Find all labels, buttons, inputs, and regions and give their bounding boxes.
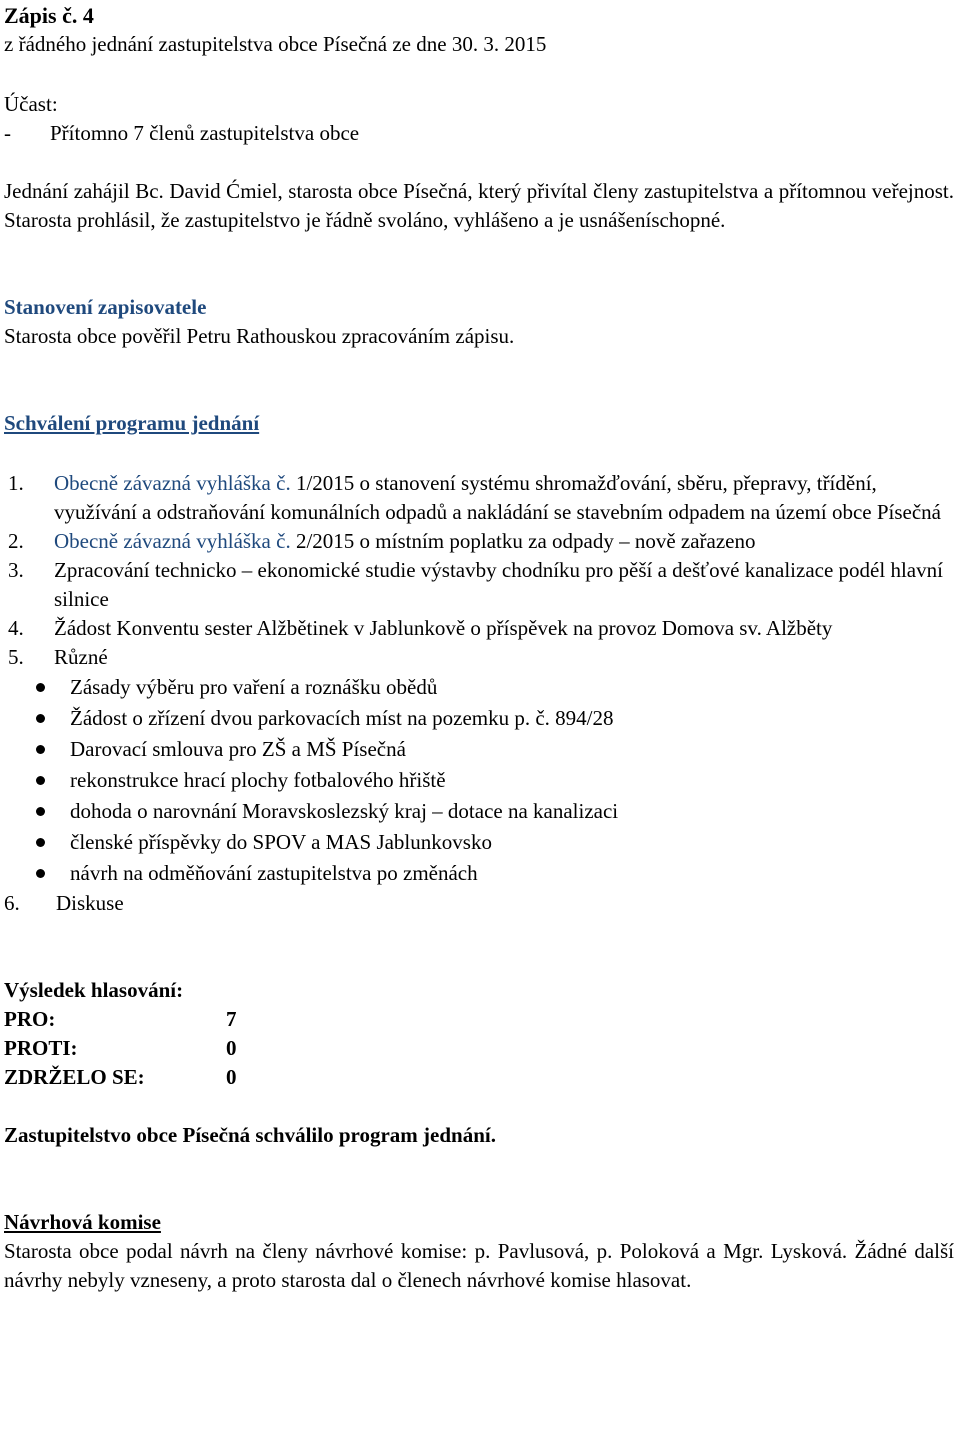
committee-text: Starosta obce podal návrh na členy návrhové komise: p. Pavlusová, p. Poloková a Mgr. Lysková. Žádné další návrhy nebyly vzneseny, a proto starosta dal o členech návrhové komise hlasovat. [4,1239,954,1292]
vote-value: 0 [226,1036,237,1060]
vote-label: PROTI: [4,1036,78,1060]
agenda-item [4,889,954,918]
agenda-item-lead: Obecně závazná vyhláška č. [54,471,291,495]
agenda-sub-item [4,827,954,858]
agenda-item-number: 2. [8,529,24,553]
document-title: Zápis č. 4 [4,3,94,28]
agenda-sub-item-text: dohoda o narovnání Moravskoslezský kraj – dotace na kanalizaci [70,799,619,823]
attendance-row [4,119,954,148]
agenda-item-text: Diskuse [56,891,124,915]
agenda-heading: Schválení programu jednání [4,411,260,435]
agenda-item-lead: Obecně závazná vyhláška č. [54,529,291,553]
agenda-sub-item-text: návrh na odměňování zastupitelstva po změnách [70,861,478,885]
attendance-dash: - [4,121,11,145]
vote-value: 0 [226,1065,237,1089]
agenda-item-rest: 1/2015 o stanovení systému shromažďování, sběru, přepravy, třídění, využívání a odstraňování komunálních odpadů a nakládání se stavebním odpadem na území obce Písečná [54,471,941,524]
agenda-item [4,643,954,672]
agenda-item-number: 5. [8,645,24,669]
bullet-icon [4,683,70,692]
agenda-item [4,527,954,556]
attendance-label: Účast: [4,92,58,116]
agenda-item-number: 1. [8,471,24,495]
agenda-item-rest: 2/2015 o místním poplatku za odpady – nově zařazeno [290,529,756,553]
agenda-sub-list [4,672,954,889]
recorder-text: Starosta obce pověřil Petru Rathouskou zpracováním zápisu. [4,324,515,348]
bullet-icon [4,838,70,847]
agenda-item-text: Různé [54,645,108,669]
agenda-sub-item-text: Žádost o zřízení dvou parkovacích míst na pozemku p. č. 894/28 [70,706,614,730]
attendance-present: Přítomno 7 členů zastupitelstva obce [50,121,360,145]
document-page [4,0,954,1295]
bullet-icon [4,869,70,878]
document-subtitle: z řádného jednání zastupitelstva obce Písečná ze dne 30. 3. 2015 [4,32,547,56]
agenda-item-text: Zpracování technicko – ekonomické studie výstavby chodníku pro pěší a dešťové kanalizace podél hlavní silnice [54,558,943,611]
agenda-sub-item [4,672,954,703]
agenda-sub-item [4,765,954,796]
vote-row-proti [4,1034,954,1063]
vote-label: ZDRŽELO SE: [4,1065,145,1089]
recorder-heading: Stanovení zapisovatele [4,295,207,319]
vote-label: PRO: [4,1007,56,1031]
vote-heading: Výsledek hlasování: [4,978,184,1002]
vote-result: Zastupitelstvo obce Písečná schválilo program jednání. [4,1123,496,1147]
committee-heading: Návrhová komise [4,1210,161,1234]
bullet-icon [4,807,70,816]
agenda-item-text: Žádost Konventu sester Alžbětinek v Jablunkově o příspěvek na provoz Domova sv. Alžběty [54,616,833,640]
agenda-sub-item [4,703,954,734]
agenda-sub-item-text: Zásady výběru pro vaření a roznášku obědů [70,675,438,699]
agenda-item [4,614,954,643]
opening-paragraph: Jednání zahájil Bc. David Ćmiel, starosta obce Písečná, který přivítal členy zastupitelstva a přítomnou veřejnost. Starosta prohlásil, že zastupitelstvo je řádně svoláno, vyhlášeno a je usnášeníschopné. [4,179,954,232]
bullet-icon [4,745,70,754]
agenda-item [4,469,954,527]
agenda-sub-item-text: členské příspěvky do SPOV a MAS Jablunkovsko [70,830,492,854]
bullet-icon [4,776,70,785]
agenda-item-text [46,527,954,556]
agenda-item [4,556,954,614]
agenda-item-number: 6. [4,891,20,915]
agenda-sub-item-text: rekonstrukce hrací plochy fotbalového hřiště [70,768,446,792]
agenda-list [4,469,954,672]
vote-row-pro [4,1005,954,1034]
bullet-icon [4,714,70,723]
agenda-sub-item-text: Darovací smlouva pro ZŠ a MŠ Písečná [70,737,406,761]
agenda-item-number: 3. [8,558,24,582]
agenda-list-end [4,889,954,918]
agenda-item-number: 4. [8,616,24,640]
agenda-sub-item [4,734,954,765]
agenda-sub-item [4,796,954,827]
agenda-sub-item [4,858,954,889]
agenda-item-text [46,469,954,527]
vote-value: 7 [226,1007,237,1031]
vote-row-abstain [4,1063,954,1092]
